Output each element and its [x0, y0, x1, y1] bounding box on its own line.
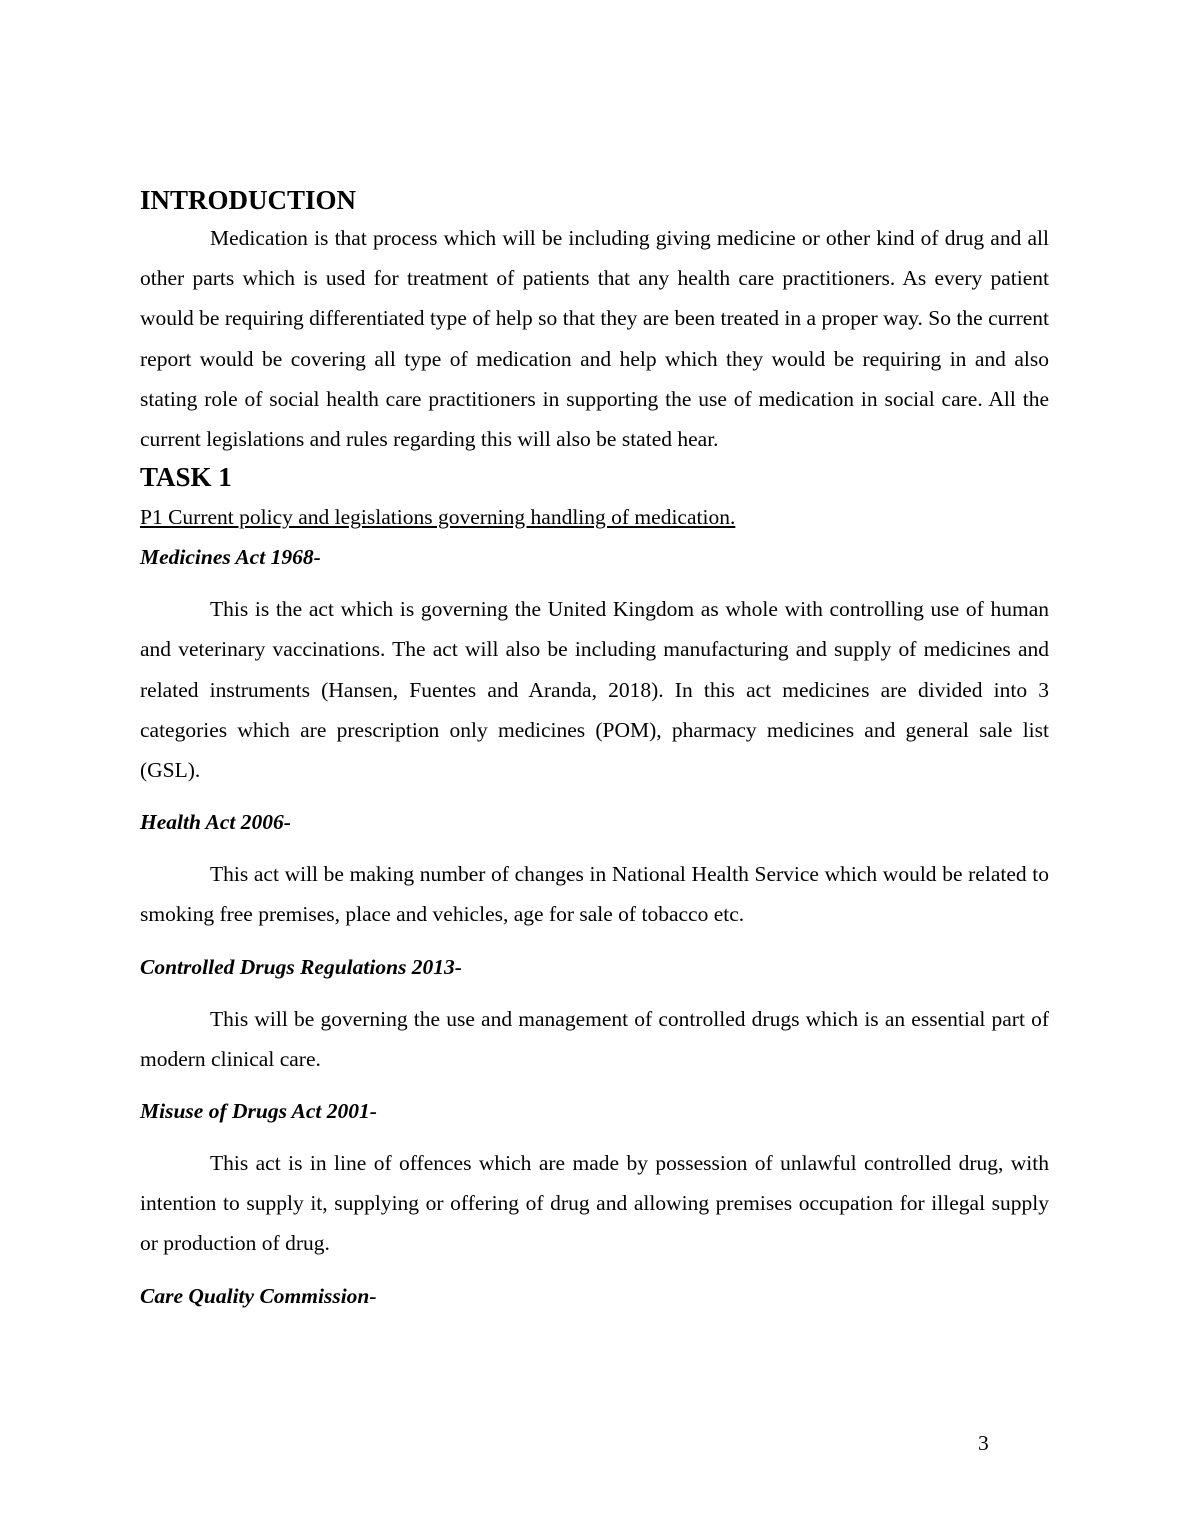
act-description: This act will be making number of changes in National Health Service which would be related to smoking free premises, place and vehicles, age for sale of tobacco etc.: [140, 862, 1049, 927]
page-content: [140, 182, 1049, 1316]
act-title: Medicines Act 1968-: [140, 545, 321, 570]
page-number: 3: [978, 1431, 989, 1455]
introduction-heading: INTRODUCTION: [140, 185, 357, 215]
act-controlled-drugs-regulations: [140, 947, 1049, 1079]
act-medicines-act: [140, 537, 1049, 790]
act-description: This act is in line of offences which are made by possession of unlawful controlled drug, with intention to supply it, supplying or offering of drug and allowing premises occupation for illegal supply or production of drug.: [140, 1151, 1049, 1256]
act-description: This is the act which is governing the United Kingdom as whole with controlling use of human and veterinary vaccinations. The act will also be including manufacturing and supply of medicines and related instruments (Hansen, Fuentes and Aranda, 2018). In this act medicines are divided into 3 categories which are prescription only medicines (POM), pharmacy medicines and general sale list (GSL).: [140, 597, 1049, 783]
act-health-act: [140, 802, 1049, 934]
p1-subheading: P1 Current policy and legislations governing handling of medication.: [140, 505, 736, 530]
introduction-paragraph: Medication is that process which will be including giving medicine or other kind of drug and all other parts which is used for treatment of patients that any health care practitioners. As every patient would be requiring differentiated type of help so that they are been treated in a proper way. So the current report would be covering all type of medication and help which they would be requiring in and also stating role of social health care practitioners in supporting the use of medication in social care. All the current legislations and rules regarding this will also be stated hear.: [140, 226, 1049, 452]
act-care-quality-commission: [140, 1276, 1049, 1316]
act-title: Misuse of Drugs Act 2001-: [140, 1099, 377, 1124]
act-title: Care Quality Commission-: [140, 1283, 377, 1308]
act-title: Controlled Drugs Regulations 2013-: [140, 954, 462, 979]
act-title: Health Act 2006-: [140, 810, 291, 835]
act-description: This will be governing the use and management of controlled drugs which is an essential part of modern clinical care.: [140, 1006, 1049, 1071]
act-misuse-of-drugs-act: [140, 1091, 1049, 1264]
task-1-heading: TASK 1: [140, 462, 232, 493]
